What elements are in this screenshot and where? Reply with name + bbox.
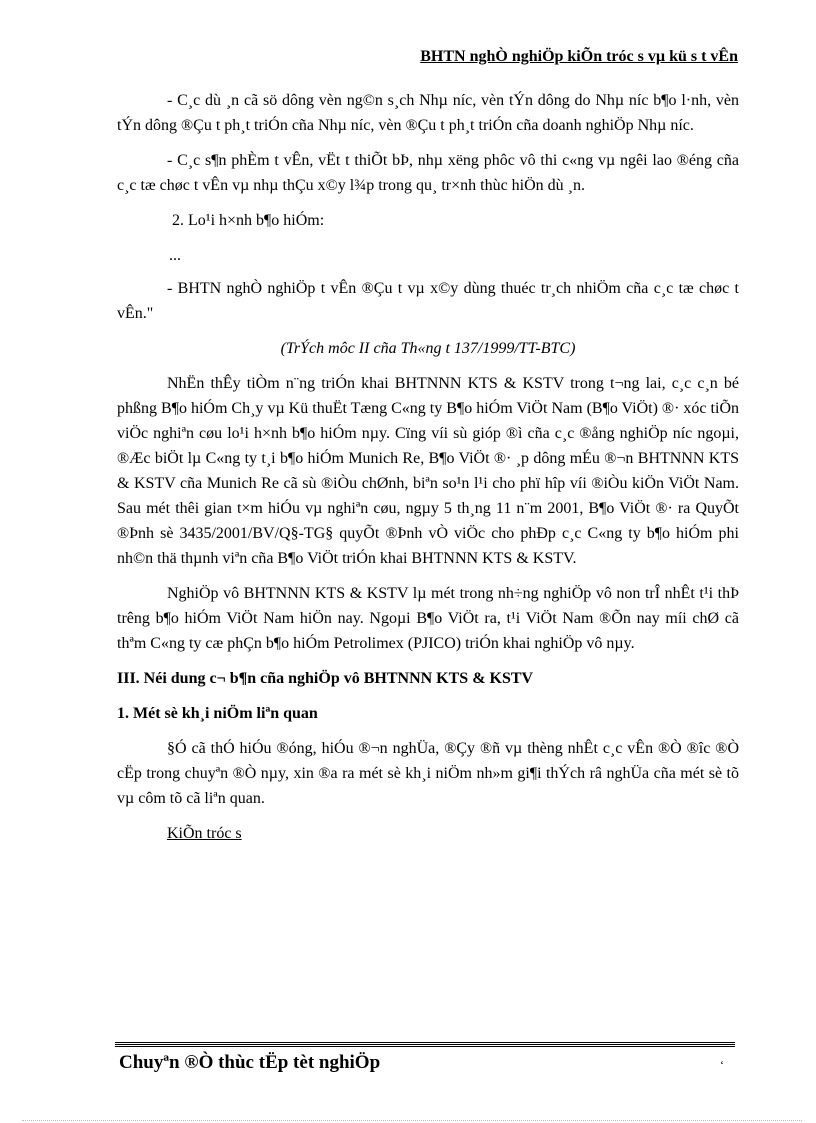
footer-title: Chuyªn ®Ò thùc tËp tèt nghiÖp: [119, 1052, 381, 1073]
paragraph-bullet-1: - C¸c dù ¸n cã sö dông vèn ng©n s¸ch Nhµ níc, vèn tÝn dông do Nhµ níc b¶o l·nh, vèn tÝn dông ®Çu t ph¸t triÓn cña Nhµ níc, vèn ®Çu t ph¸t triÓn cña doanh nghiÖp Nhµ níc.: [117, 92, 739, 134]
section-item-insurance-type: 2. Lo¹i h×nh b¶o hiÓm:: [172, 212, 325, 229]
citation: (TrÝch môc II cña Th«ng t 137/1999/TT-BTC): [280, 340, 576, 357]
running-header: BHTN nghÒ nghiÖp kiÕn tróc s vµ kü s t vÊn: [420, 48, 738, 65]
ellipsis-line: ...: [169, 247, 181, 264]
subsection-heading-1: 1. Mét sè kh¸i niÖm liªn quan: [117, 705, 318, 722]
footer-divider-inner: [115, 1046, 735, 1047]
paragraph-bullet-2: - C¸c s¶n phÈm t vÊn, vËt t thiÕt bÞ, nhµ xëng phôc vô thi c«ng vµ ngêi lao ®éng cña c¸c tæ chøc t vÊn vµ nhµ thÇu x©y l¾p trong qu¸ tr×nh thùc hiÖn dù ¸n.: [117, 152, 739, 194]
paragraph-body-3: §Ó cã thÓ hiÓu ®óng, hiÓu ®¬n nghÜa, ®Çy ®ñ vµ thèng nhÊt c¸c vÊn ®Ò ®îc ®Ò cËp trong chuyªn ®Ò nµy, xin ®a ra mét sè kh¸i niÖm nh»m gi¶i thÝch râ nghÜa cña mét sè tõ vµ côm tõ cã liªn quan.: [117, 740, 739, 807]
page-mark: ‘: [720, 1058, 724, 1072]
page-bottom-edge: [22, 1120, 802, 1121]
footer-divider: [115, 1042, 735, 1045]
term-heading-architect: KiÕn tróc s: [167, 825, 242, 842]
paragraph-bullet-3: - BHTN nghÒ nghiÖp t vÊn ®Çu t vµ x©y dùng thuéc tr¸ch nhiÖm cña c¸c tæ chøc t vÊn.": [117, 280, 739, 322]
section-heading-iii: III. Néi dung c¬ b¶n cña nghiÖp vô BHTNNN KTS & KSTV: [117, 670, 534, 687]
document-body: [117, 88, 739, 856]
paragraph-body-2: NghiÖp vô BHTNNN KTS & KSTV lµ mét trong nh÷ng nghiÖp vô non trÎ nhÊt t¹i thÞ trêng b¶o hiÓm ViÖt Nam hiÖn nay. Ngoµi B¶o ViÖt ra, t¹i ViÖt Nam ®Õn nay míi chØ cã thªm C«ng ty cæ phÇn b¶o hiÓm Petrolimex (PJICO) triÓn khai nghiÖp vô nµy.: [117, 585, 739, 652]
paragraph-body-1: NhËn thÊy tiÒm n¨ng triÓn khai BHTNNN KTS & KSTV trong t¬ng lai, c¸c c¸n bé phßng B¶o hiÓm Ch¸y vµ Kü thuËt Tæng C«ng ty B¶o hiÓm ViÖt Nam (B¶o ViÖt) ®· xóc tiÕn viÖc nghiªn cøu lo¹i h×nh b¶o hiÓm nµy. Cïng víi sù gióp ®ì cña c¸c ®ång nghiÖp níc ngoµi, ®Æc biÖt lµ C«ng ty t¸i b¶o hiÓm Munich Re, B¶o ViÖt ®· ¸p dông mÉu ®¬n BHTNNN KTS & KSTV cña Munich Re cã sù ®iÒu chØnh, biªn so¹n l¹i cho phï hîp víi ®iÒu kiÖn ViÖt Nam. Sau mét thêi gian t×m hiÓu vµ nghiªn cøu, ngµy 5 th¸ng 11 n¨m 2001, B¶o ViÖt ®· ra QuyÕt ®Þnh sè 3435/2001/BV/Q§-TG§ quyÕt ®Þnh vÒ viÖc cho phÐp c¸c C«ng ty b¶o hiÓm phi nh©n thä thµnh viªn cña B¶o ViÖt triÓn khai BHTNNN KTS & KSTV.: [117, 375, 739, 567]
